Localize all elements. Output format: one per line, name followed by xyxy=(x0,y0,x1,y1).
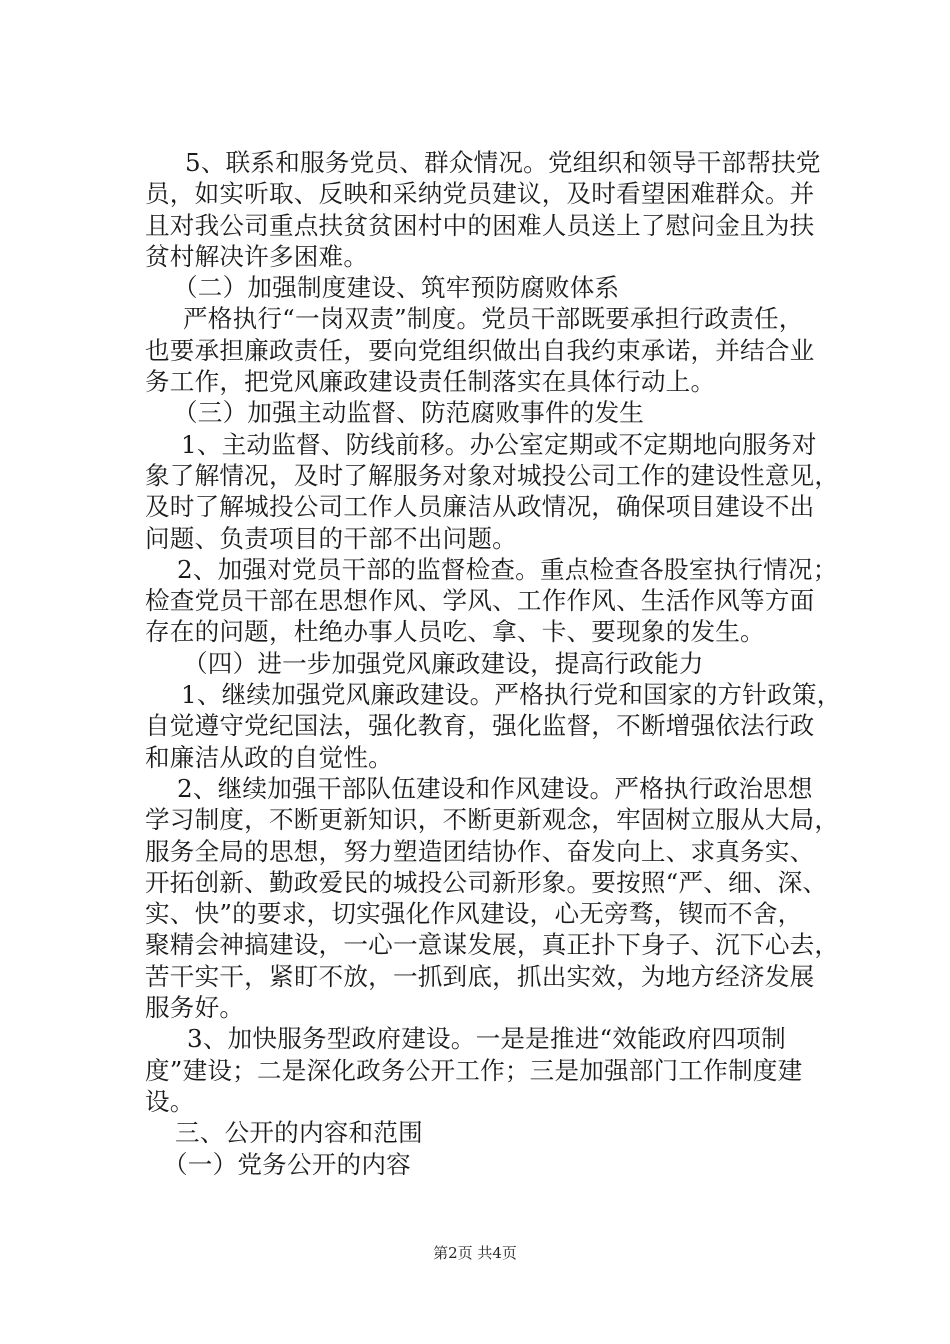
text-line: 及时了解城投公司工作人员廉洁从政情况，确保项目建设不出 xyxy=(145,492,815,522)
text-line: 象了解情况，及时了解服务对象对城投公司工作的建设性意见， xyxy=(145,460,840,490)
text-line: 5、联系和服务党员、群众情况。党组织和领导干部帮扶党 xyxy=(185,148,821,177)
text-line: 服务全局的思想，努力塑造团结协作、奋发向上、求真务实、 xyxy=(145,836,815,866)
text-line: 和廉洁从政的自觉性。 xyxy=(145,742,393,772)
text-line: 严格执行“一岗双责”制度。党员干部既要承担行政责任， xyxy=(183,304,804,334)
text-line: 也要承担廉政责任，要向党组织做出自我约束承诺，并结合业 xyxy=(145,335,815,365)
text-line: 苦干实干，紧盯不放，一抓到底，抓出实效，为地方经济发展 xyxy=(145,961,815,991)
text-line: 学习制度，不断更新知识，不断更新观念，牢固树立服从大局， xyxy=(145,805,840,835)
text-line: 员，如实听取、反映和采纳党员建议，及时看望困难群众。并 xyxy=(145,179,815,209)
text-line: 存在的问题，杜绝办事人员吃、拿、卡、要现象的发生。 xyxy=(145,617,765,647)
text-line: 1、主动监督、防线前移。办公室定期或不定期地向服务对 xyxy=(181,429,817,459)
document-body xyxy=(145,147,842,1180)
text-line: 1、继续加强党风廉政建设。严格执行党和国家的方针政策， xyxy=(181,680,842,710)
text-line: 2、加强对党员干部的监督检查。重点检查各股室执行情况； xyxy=(177,554,838,584)
text-line: （三）加强主动监督、防范腐败事件的发生 xyxy=(173,398,645,428)
text-line: 开拓创新、勤政爱民的城投公司新形象。要按照“严、细、深、 xyxy=(145,867,828,897)
text-line: 检查党员干部在思想作风、学风、工作作风、生活作风等方面 xyxy=(145,586,815,616)
page-number: 第2页 共4页 xyxy=(433,1244,517,1262)
text-line: 实、快”的要求，切实强化作风建设，心无旁骛，锲而不舍， xyxy=(145,899,803,929)
text-line: （四）进一步加强党风廉政建设，提高行政能力 xyxy=(183,648,704,678)
text-line: （二）加强制度建设、筑牢预防腐败体系 xyxy=(173,273,620,303)
text-line: 三、公开的内容和范围 xyxy=(175,1118,423,1148)
text-line: 且对我公司重点扶贫贫困村中的困难人员送上了慰问金且为扶 xyxy=(145,210,815,240)
text-line: 务工作，把党风廉政建设责任制落实在具体行动上。 xyxy=(145,367,716,397)
text-line: 3、加快服务型政府建设。一是是推进“效能政府四项制 xyxy=(187,1024,786,1054)
text-line: 度”建设；二是深化政务公开工作；三是加强部门工作制度建 xyxy=(145,1055,803,1085)
text-line: 2、继续加强干部队伍建设和作风建设。严格执行政治思想 xyxy=(177,773,813,803)
text-line: 问题、负责项目的干部不出问题。 xyxy=(145,523,517,553)
page-footer xyxy=(0,1243,950,1263)
text-line: 设。 xyxy=(145,1086,195,1116)
text-line: 自觉遵守党纪国法，强化教育，强化监督，不断增强依法行政 xyxy=(145,711,815,741)
text-line: （一）党务公开的内容 xyxy=(163,1149,411,1179)
text-line: 贫村解决许多困难。 xyxy=(145,241,369,271)
text-line: 服务好。 xyxy=(145,993,245,1023)
text-line: 聚精会神搞建设，一心一意谋发展，真正扑下身子、沉下心去， xyxy=(145,930,840,960)
